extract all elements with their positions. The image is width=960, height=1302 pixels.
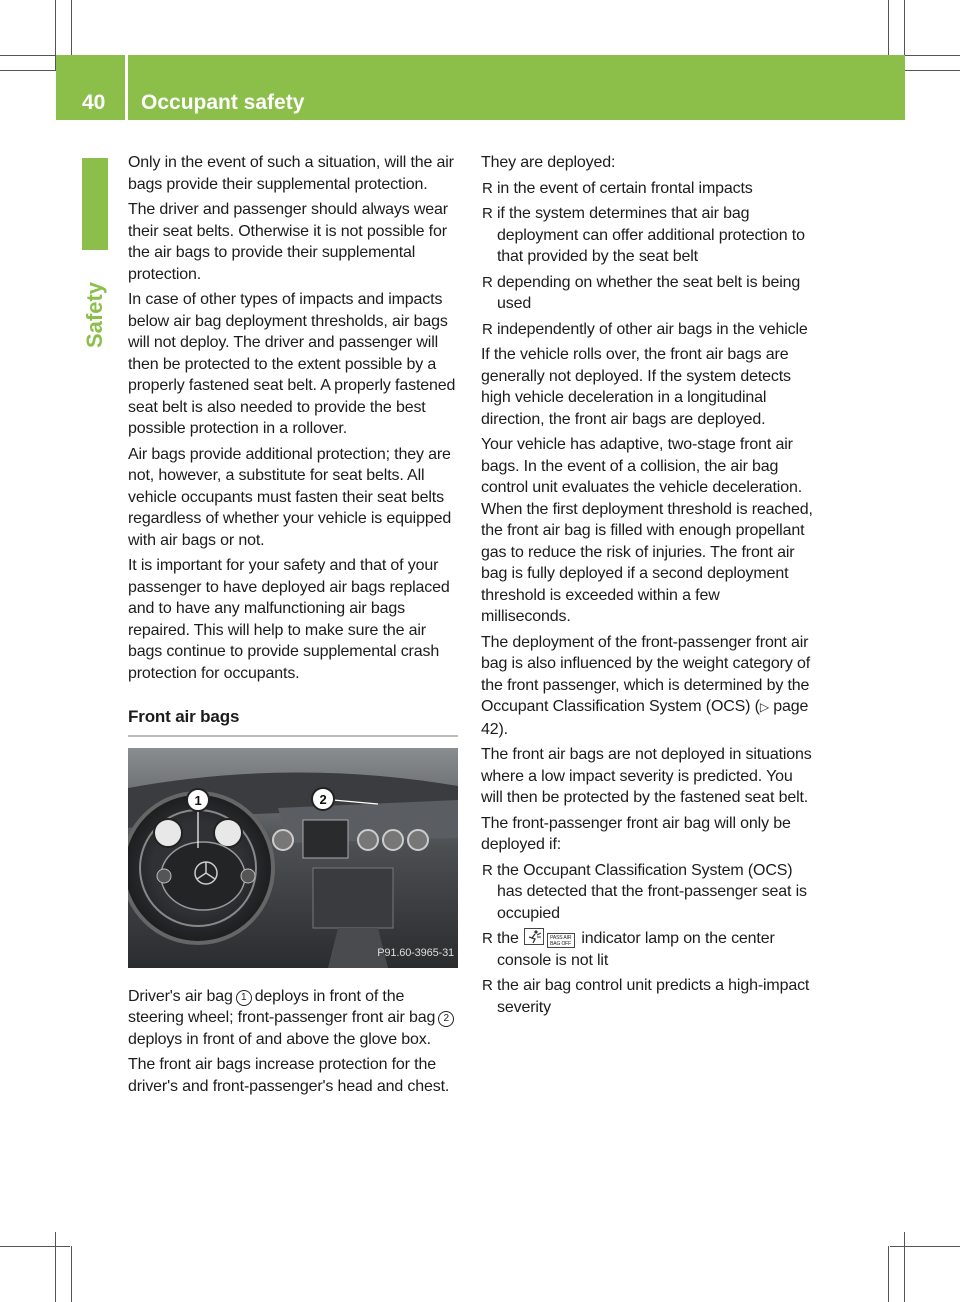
figure-code: P91.60-3965-31	[377, 947, 454, 959]
paragraph: The front-passenger front air bag will only be deployed if:	[481, 814, 791, 853]
crop-mark	[55, 1232, 56, 1302]
paragraph-with-reference	[481, 632, 813, 741]
paragraph: Your vehicle has adaptive, two-stage front air bags. In the event of a collision, the air bag control unit evaluates the vehicle deceleration. When the first deployment threshold is reached, the front air bag is filled with enough propellant gas to reduce the risk of injuries. The front air bag is fully deployed if a second deployment threshold is exceeded within a few milliseconds.	[481, 436, 813, 625]
crop-mark	[0, 1246, 70, 1247]
crop-mark	[904, 1232, 905, 1302]
section-rule	[128, 735, 458, 737]
paragraph-part: The deployment of the front-passenger front air bag is also influenced by the weight category of the front passenger, which is determined by the Occupant Classification System (OCS) (	[481, 633, 811, 715]
page-reference-arrow-icon: ▷	[759, 700, 769, 714]
side-tab-marker	[82, 158, 108, 250]
paragraph: In case of other types of impacts and impacts below air bag deployment thresholds, air bags will not deploy. The driver and passenger will then be protected to the extent possible by a properly fastened seat belt. A properly fastened seat belt is also needed to provide the best possible protection in a rollover.	[128, 291, 456, 437]
page-number: 40	[82, 91, 106, 114]
callout-2-icon: 2	[438, 1011, 454, 1027]
paragraph: If the vehicle rolls over, the front air bags are generally not deployed. If the system detects high vehicle deceleration in a longitudinal direction, the front air bags are deployed.	[481, 346, 791, 428]
callout-1-icon: 1	[236, 990, 252, 1006]
crop-mark	[890, 1246, 960, 1247]
left-column	[128, 152, 460, 1101]
paragraph: The front air bags are not deployed in situations where a low impact severity is predicted. You will then be protected by the fastened seat belt.	[481, 746, 812, 806]
figure-callout-1: 1	[194, 792, 202, 808]
caption-part: Driver's air bag	[128, 987, 233, 1005]
bullet-item: R in the event of certain frontal impacts	[481, 178, 813, 200]
caption-part: deploys in front of the steering wheel; front-passenger front air bag	[128, 987, 436, 1026]
bullet-item: R if the system determines that air bag deployment can offer additional protection to that provided by the seat belt	[481, 203, 813, 268]
dashboard-illustration	[128, 748, 458, 968]
paragraph: It is important for your safety and that of your passenger to have deployed air bags replaced and to have any malfunctioning air bags repaired. This will help to make sure the air bags continue to provide supplemental crash protection for occupants.	[128, 557, 450, 682]
bullet-item: R the Occupant Classification System (OCS) has detected that the front-passenger seat is occupied	[481, 860, 813, 925]
bullet-item: R the air bag control unit predicts a high-impact severity	[481, 975, 813, 1018]
paragraph: The driver and passenger should always wear their seat belts. Otherwise it is not possible for the air bags to provide their supplemental protection.	[128, 201, 448, 283]
bullet-part: indicator lamp on the center console is not lit	[497, 930, 775, 969]
bullet-part: the	[497, 930, 519, 947]
bullet-item: R depending on whether the seat belt is being used	[481, 272, 813, 315]
side-tab-text: Safety	[82, 281, 107, 349]
side-tab-label	[82, 260, 108, 370]
header-separator	[125, 55, 128, 120]
section-heading: Front air bags	[128, 707, 240, 726]
paragraph: They are deployed:	[481, 154, 616, 171]
occupant-airbag-icon	[524, 928, 544, 945]
crop-mark	[888, 1246, 889, 1302]
dashboard-photo	[128, 748, 458, 968]
running-head: Occupant safety	[141, 91, 305, 114]
figure-caption	[128, 986, 460, 1051]
paragraph: Air bags provide additional protection; they are not, however, a substitute for seat belts. All vehicle occupants must fasten their seat belts regardless of whether your vehicle is equipped with air bags or not.	[128, 445, 452, 549]
crop-mark	[71, 1246, 72, 1302]
caption-part: deploys in front of and above the glove box.	[128, 1030, 431, 1048]
bullet-item-with-icon	[481, 928, 813, 971]
bullet-item: R independently of other air bags in the vehicle	[481, 319, 813, 341]
paragraph: Only in the event of such a situation, will the air bags provide their supplemental protection.	[128, 154, 454, 193]
paragraph: The front air bags increase protection for the driver's and front-passenger's head and chest.	[128, 1056, 450, 1095]
page-reference[interactable]: page 42).	[481, 698, 809, 738]
right-column	[481, 152, 813, 1022]
pass-airbag-off-icon: PASS AIR BAG OFF	[547, 933, 575, 948]
figure-callout-2: 2	[319, 791, 327, 807]
